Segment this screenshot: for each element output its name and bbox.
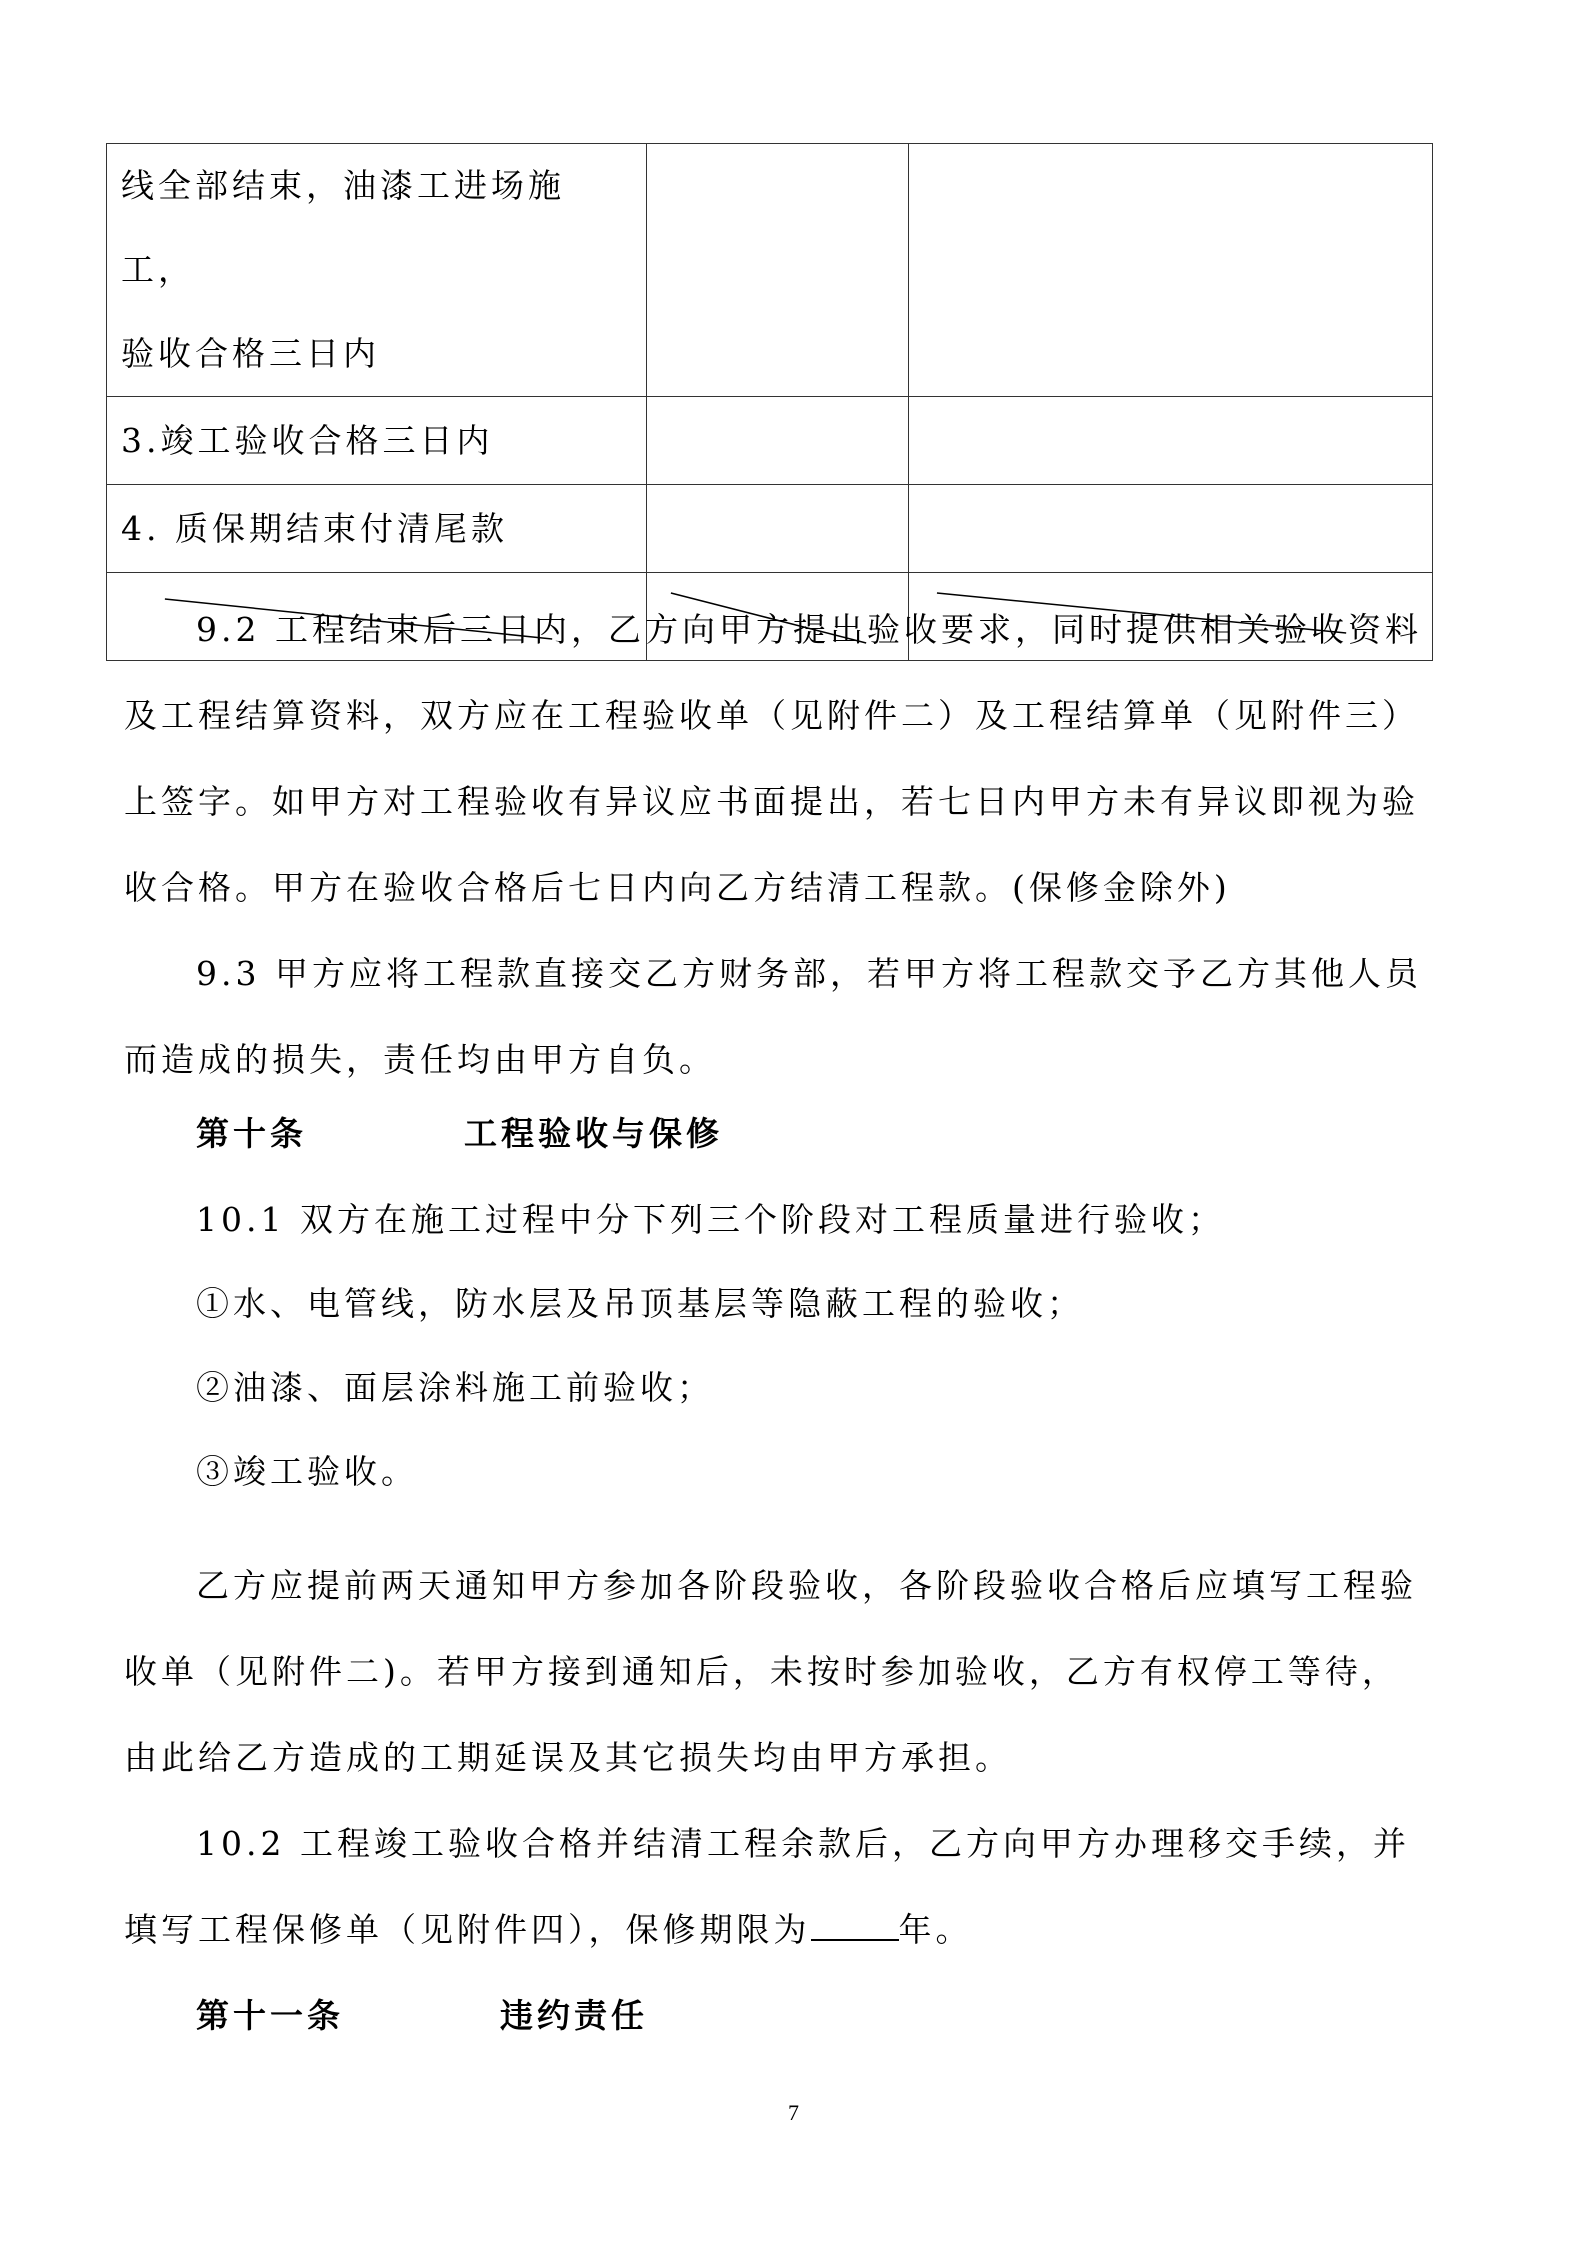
table-row (107, 397, 1433, 485)
notice-line: 乙方应提前两天通知甲方参加各阶段验收，各阶段验收合格后应填写工程验 (196, 1566, 1417, 1605)
stage-item: ②油漆、面层涂料施工前验收； (196, 1368, 714, 1407)
para-9-2-line: 收合格。甲方在验收合格后七日内向乙方结清工程款。(保修金除外) (124, 868, 1231, 907)
notice-line: 收单（见附件二)。若甲方接到通知后，未按时参加验收，乙方有权停工等待， (124, 1652, 1399, 1691)
para-10-2-line: 10.2 工程竣工验收合格并结清工程余款后，乙方向甲方办理移交手续，并 (196, 1824, 1410, 1863)
table-cell-empty (647, 485, 909, 573)
para-9-2-line: 上签字。如甲方对工程验收有异议应书面提出，若七日内甲方未有异议即视为验 (124, 782, 1419, 821)
para-10-2-line (124, 1904, 973, 1951)
page-number: 7 (788, 2100, 799, 2125)
para-10-2-text: 填写工程保修单（见附件四），保修期限为 (124, 1910, 811, 1949)
para-9-2-line: 及工程结算资料，双方应在工程验收单（见附件二）及工程结算单（见附件三） (124, 696, 1419, 735)
stage-item: ①水、电管线，防水层及吊顶基层等隐蔽工程的验收； (196, 1284, 1084, 1323)
para-9-2-line: 9.2 工程结束后三日内，乙方向甲方提出验收要求，同时提供相关验收资料 (196, 610, 1422, 649)
article-11-title: 违约责任 (500, 1996, 648, 2035)
para-10-2-text: 年。 (898, 1910, 973, 1949)
table-cell-line: 验收合格三日内 (121, 334, 380, 373)
notice-line: 由此给乙方造成的工期延误及其它损失均由甲方承担。 (124, 1738, 1012, 1777)
table-cell-line: 线全部结束，油漆工进场施工， (121, 166, 565, 289)
table-cell-line: 4. 质保期结束付清尾款 (121, 508, 508, 548)
article-10-title: 工程验收与保修 (464, 1114, 723, 1153)
article-10-number: 第十条 (196, 1114, 307, 1153)
stage-item: ③竣工验收。 (196, 1452, 418, 1491)
article-11-number: 第十一条 (196, 1996, 344, 2035)
table-cell-empty (909, 144, 1433, 397)
para-9-3-line: 而造成的损失，责任均由甲方自负。 (124, 1040, 716, 1079)
table-row (107, 485, 1433, 573)
table-cell-empty (909, 397, 1433, 485)
table-cell (107, 144, 647, 397)
para-10-1: 10.1 双方在施工过程中分下列三个阶段对工程质量进行验收； (196, 1200, 1225, 1239)
payment-schedule-table (106, 143, 1433, 661)
table-cell (107, 397, 647, 485)
table-cell-empty (647, 397, 909, 485)
table-cell (107, 485, 647, 573)
table-cell-empty (647, 144, 909, 397)
table-cell-line: 3.竣工验收合格三日内 (121, 420, 494, 460)
table-row (107, 144, 1433, 397)
warranty-years-blank (811, 1911, 899, 1941)
table-cell-empty (909, 485, 1433, 573)
para-9-3-line: 9.3 甲方应将工程款直接交乙方财务部，若甲方将工程款交予乙方其他人员 (196, 954, 1422, 993)
